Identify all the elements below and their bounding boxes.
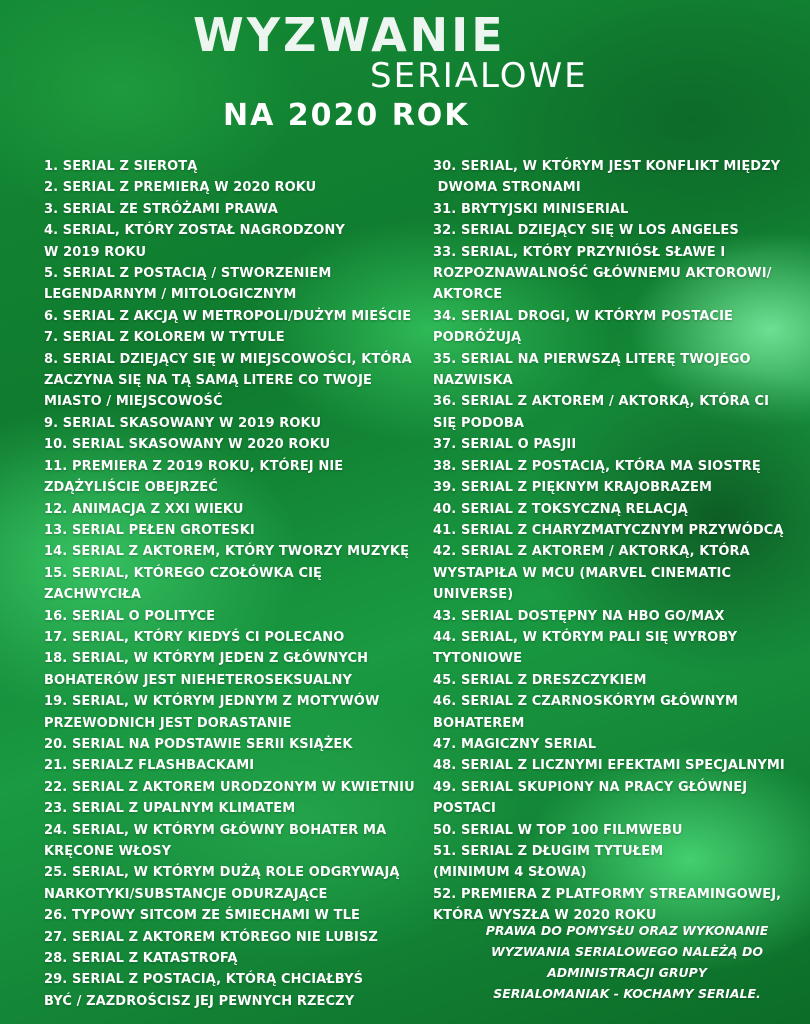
challenge-item: 11. PREMIERA Z 2019 ROKU, KTÓREJ NIE ZDĄŻYLIŚCIE OBEJRZEĆ <box>44 458 344 496</box>
challenge-item: 6. SERIAL Z AKCJĄ W METROPOLI/DUŻYM MIEŚCIE <box>44 308 412 324</box>
challenge-item: 8. SERIAL DZIEJĄCY SIĘ W MIEJSCOWOŚCI, KTÓRA ZACZYNA SIĘ NA TĄ SAMĄ LITERE CO TWOJE MIASTO / MIEJSCOWOŚĆ <box>44 351 412 410</box>
challenge-item: 10. SERIAL SKASOWANY W 2020 ROKU <box>44 437 331 453</box>
title-line-1: WYZWANIE <box>193 8 506 62</box>
challenge-item: 42. SERIAL Z AKTOREM / AKTORKĄ, KTÓRA WYSTAPIŁA W MCU (MARVEL CINEMATIC UNIVERSE) <box>433 544 750 603</box>
challenge-item: 24. SERIAL, W KTÓRYM GŁÓWNY BOHATER MA KRĘCONE WŁOSY <box>44 822 387 859</box>
challenge-item: 48. SERIAL Z LICZNYMI EFEKTAMI SPECJALNYMI <box>433 758 785 774</box>
challenge-item: 20. SERIAL NA PODSTAWIE SERII KSIĄŻEK <box>44 736 353 752</box>
credit-line-2: WYZWANIA SERIALOWEGO NALEŻĄ DO <box>491 944 763 959</box>
credit-note <box>462 920 792 1004</box>
challenge-item: 16. SERIAL O POLITYCE <box>44 608 216 624</box>
challenge-item: 47. MAGICZNY SERIAL <box>433 736 597 752</box>
challenge-item: 15. SERIAL, KTÓREGO CZOŁÓWKA CIĘ ZACHWYCIŁA <box>44 565 327 603</box>
challenge-item: 45. SERIAL Z DRESZCZYKIEM <box>433 672 647 688</box>
challenge-item: 36. SERIAL Z AKTOREM / AKTORKĄ, KTÓRA CI SIĘ PODOBA <box>433 394 770 431</box>
title-line-3: NA 2020 ROK <box>223 98 470 133</box>
challenge-item: 52. PREMIERA Z PLATFORMY STREAMINGOWEJ, KTÓRA WYSZŁA W 2020 ROKU <box>433 886 782 924</box>
challenge-item: 2. SERIAL Z PREMIERĄ W 2020 ROKU <box>44 180 317 196</box>
challenge-item: 14. SERIAL Z AKTOREM, KTÓRY TWORZY MUZYKĘ <box>44 544 410 560</box>
challenge-item: 17. SERIAL, KTÓRY KIEDYŚ CI POLECANO <box>44 629 345 645</box>
challenge-item: 22. SERIAL Z AKTOREM URODZONYM W KWIETNIU <box>44 779 415 795</box>
challenge-item: 4. SERIAL, KTÓRY ZOSTAŁ NAGRODZONY W 2019 ROKU <box>44 223 345 260</box>
challenge-item: 25. SERIAL, W KTÓRYM DUŻĄ ROLE ODGRYWAJĄ NARKOTYKI/SUBSTANCJE ODURZAJĄCE <box>44 865 400 902</box>
challenge-item: 26. TYPOWY SITCOM ZE ŚMIECHAMI W TLE <box>44 908 360 924</box>
challenge-item: 5. SERIAL Z POSTACIĄ / STWORZENIEM LEGENDARNYM / MITOLOGICZNYM <box>44 266 332 303</box>
challenge-item: 41. SERIAL Z CHARYZMATYCZNYM PRZYWÓDCĄ <box>433 522 784 538</box>
challenge-item: 27. SERIAL Z AKTOREM KTÓREGO NIE LUBISZ <box>44 929 378 945</box>
challenge-item: 12. ANIMACJA Z XXI WIEKU <box>44 501 244 517</box>
challenge-item: 49. SERIAL SKUPIONY NA PRACY GŁÓWNEJ POSTACI <box>433 779 748 817</box>
challenge-item: 35. SERIAL NA PIERWSZĄ LITERĘ TWOJEGO NAZWISKA <box>433 351 751 389</box>
challenge-item: 43. SERIAL DOSTĘPNY NA HBO GO/MAX <box>433 608 725 624</box>
title-line-2: SERIALOWE <box>370 56 588 96</box>
challenge-item: 3. SERIAL ZE STRÓŻAMI PRAWA <box>44 201 278 217</box>
poster-title <box>0 0 810 140</box>
challenge-item: 38. SERIAL Z POSTACIĄ, KTÓRA MA SIOSTRĘ <box>433 458 761 474</box>
challenge-item: 30. SERIAL, W KTÓRYM JEST KONFLIKT MIĘDZY DWOMA STRONAMI <box>433 159 781 196</box>
challenge-item: 21. SERIALZ FLASHBACKAMI <box>44 758 255 774</box>
credit-line-4: SERIALOMANIAK - KOCHAMY SERIALE. <box>493 986 761 1001</box>
challenge-item: 33. SERIAL, KTÓRY PRZYNIÓSŁ SŁAWE I ROZPOZNAWALNOŚĆ GŁÓWNEMU AKTOROWI/ AKTORCE <box>433 244 772 303</box>
challenge-item: 19. SERIAL, W KTÓRYM JEDNYM Z MOTYWÓW PRZEWODNICH JEST DORASTANIE <box>44 694 380 731</box>
challenge-item: 1. SERIAL Z SIEROTĄ <box>44 159 198 174</box>
challenge-item: 51. SERIAL Z DŁUGIM TYTUŁEM (MINIMUM 4 SŁOWA) <box>433 844 664 881</box>
challenge-item: 9. SERIAL SKASOWANY W 2019 ROKU <box>44 415 322 431</box>
challenge-item: 31. BRYTYJSKI MINISERIAL <box>433 201 629 217</box>
challenge-item: 32. SERIAL DZIEJĄCY SIĘ W LOS ANGELES <box>433 223 739 239</box>
credit-line-1: PRAWA DO POMYSŁU ORAZ WYKONANIE <box>485 923 769 938</box>
challenge-item: 37. SERIAL O PASJII <box>433 437 577 453</box>
challenge-item: 13. SERIAL PEŁEN GROTESKI <box>44 522 255 538</box>
challenge-item: 28. SERIAL Z KATASTROFĄ <box>44 951 238 967</box>
challenge-list-left <box>44 156 416 1012</box>
challenge-list-right <box>433 156 809 927</box>
challenge-item: 39. SERIAL Z PIĘKNYM KRAJOBRAZEM <box>433 480 712 496</box>
challenge-item: 40. SERIAL Z TOKSYCZNĄ RELACJĄ <box>433 501 688 517</box>
challenge-item: 18. SERIAL, W KTÓRYM JEDEN Z GŁÓWNYCH BOHATERÓW JEST NIEHETEROSEKSUALNY <box>44 651 369 688</box>
challenge-item: 23. SERIAL Z UPALNYM KLIMATEM <box>44 801 296 817</box>
challenge-item: 44. SERIAL, W KTÓRYM PALI SIĘ WYROBY TYTONIOWE <box>433 629 738 667</box>
challenge-item: 34. SERIAL DROGI, W KTÓRYM POSTACIE PODRÓŻUJĄ <box>433 308 733 346</box>
challenge-item: 46. SERIAL Z CZARNOSKÓRYM GŁÓWNYM BOHATEREM <box>433 694 738 731</box>
challenge-item: 29. SERIAL Z POSTACIĄ, KTÓRĄ CHCIAŁBYŚ BYĆ / ZAZDROŚCISZ JEJ PEWNYCH RZECZY <box>44 972 364 1009</box>
challenge-item: 50. SERIAL W TOP 100 FILMWEBU <box>433 822 683 838</box>
challenge-item: 7. SERIAL Z KOLOREM W TYTULE <box>44 330 285 346</box>
credit-line-3: ADMINISTRACJI GRUPY <box>547 965 707 980</box>
